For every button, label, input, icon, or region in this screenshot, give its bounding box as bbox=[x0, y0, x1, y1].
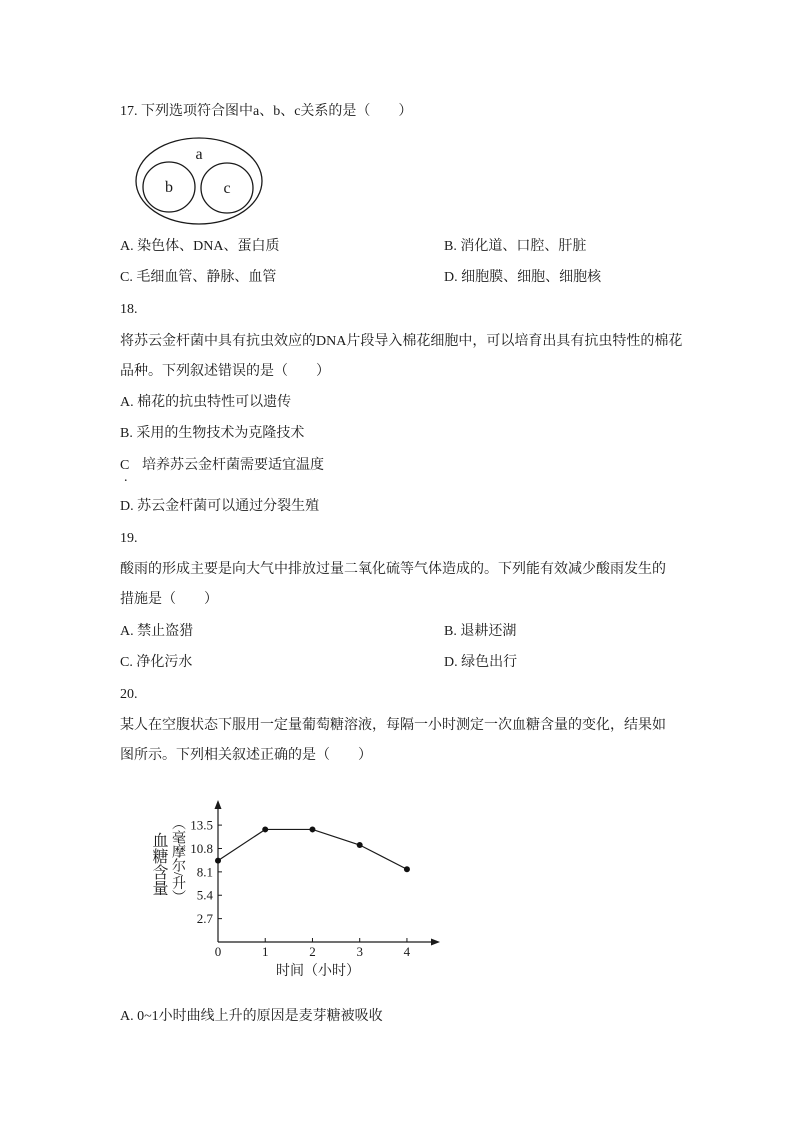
y-tick-label: 10.8 bbox=[190, 840, 213, 856]
x-tick-label: 3 bbox=[356, 944, 363, 959]
q19-number: 19. bbox=[120, 531, 138, 546]
q20-number: 20. bbox=[120, 687, 138, 702]
q18-stem-line-1: 将苏云金杆菌中具有抗虫效应的DNA片段导入棉花细胞中，可以培育出具有抗虫特性的棉花 bbox=[120, 334, 683, 349]
q18-stem-line-2: 品种。下列叙述错误的是（ ） bbox=[120, 364, 330, 379]
blood-glucose-chart bbox=[140, 790, 450, 965]
q17-stem: 17. 下列选项符合图中a、b、c关系的是（ ） bbox=[120, 104, 413, 119]
q18-option-b: B. 采用的生物技术为克隆技术 bbox=[120, 426, 305, 441]
q20-stem-line-2: 图所示。下列相关叙述正确的是（ ） bbox=[120, 748, 372, 763]
q18-option-c-text: 培养苏云金杆菌需要适宜温度 bbox=[142, 458, 324, 473]
y-tick-label: 2.7 bbox=[196, 911, 213, 927]
series-line bbox=[218, 829, 407, 869]
label-c: c bbox=[223, 180, 231, 197]
q19-stem-line-1: 酸雨的形成主要是向大气中排放过量二氧化硫等气体造成的。下列能有效减少酸雨发生的 bbox=[120, 562, 666, 577]
chart-x-axis-title: 时间（小时） bbox=[276, 964, 360, 979]
q19-option-d: D. 绿色出行 bbox=[444, 655, 518, 670]
q18-number: 18. bbox=[120, 302, 138, 317]
q20-stem-line-1: 某人在空腹状态下服用一定量葡萄糖溶液，每隔一小时测定一次血糖含量的变化，结果如 bbox=[120, 718, 666, 733]
q17-option-c: C. 毛细血管、静脉、血管 bbox=[120, 270, 277, 285]
data-point bbox=[357, 842, 363, 848]
q18-option-d: D. 苏云金杆菌可以通过分裂生殖 bbox=[120, 499, 320, 514]
x-tick-label: 2 bbox=[309, 944, 316, 959]
y-tick-label: 13.5 bbox=[190, 817, 213, 833]
data-point bbox=[262, 826, 268, 832]
q19-stem-line-2: 措施是（ ） bbox=[120, 592, 218, 607]
q18-option-c-letter: C bbox=[120, 458, 130, 473]
q19-option-a: A. 禁止盗猎 bbox=[120, 624, 194, 639]
x-tick-label: 4 bbox=[403, 944, 411, 959]
y-tick-label: 5.4 bbox=[196, 887, 213, 903]
label-a: a bbox=[195, 146, 203, 163]
data-point bbox=[309, 826, 315, 832]
x-tick-label: 0 bbox=[214, 944, 222, 959]
chart-y-axis-title: 血糖含量 bbox=[150, 832, 167, 896]
q17-option-a: A. 染色体、DNA、蛋白质 bbox=[120, 239, 280, 254]
set-relationship-diagram bbox=[130, 132, 270, 232]
q17-option-d: D. 细胞膜、细胞、细胞核 bbox=[444, 270, 602, 285]
data-point bbox=[215, 858, 221, 864]
q19-option-b: B. 退耕还湖 bbox=[444, 624, 517, 639]
q18-option-a: A. 棉花的抗虫特性可以遗传 bbox=[120, 395, 292, 410]
x-tick-label: 1 bbox=[261, 944, 269, 959]
q17-option-b: B. 消化道、口腔、肝脏 bbox=[444, 239, 587, 254]
label-b: b bbox=[165, 179, 173, 196]
data-point bbox=[404, 866, 410, 872]
x-axis-arrow bbox=[431, 939, 440, 946]
y-tick-label: 8.1 bbox=[196, 864, 213, 880]
y-axis-arrow bbox=[215, 800, 222, 809]
q19-option-c: C. 净化污水 bbox=[120, 655, 193, 670]
q18-option-c-dot: . bbox=[124, 470, 128, 485]
chart-y-axis-unit: （毫摩尔/升） bbox=[170, 816, 185, 904]
q20-option-a: A. 0~1小时曲线上升的原因是麦芽糖被吸收 bbox=[120, 1009, 383, 1024]
